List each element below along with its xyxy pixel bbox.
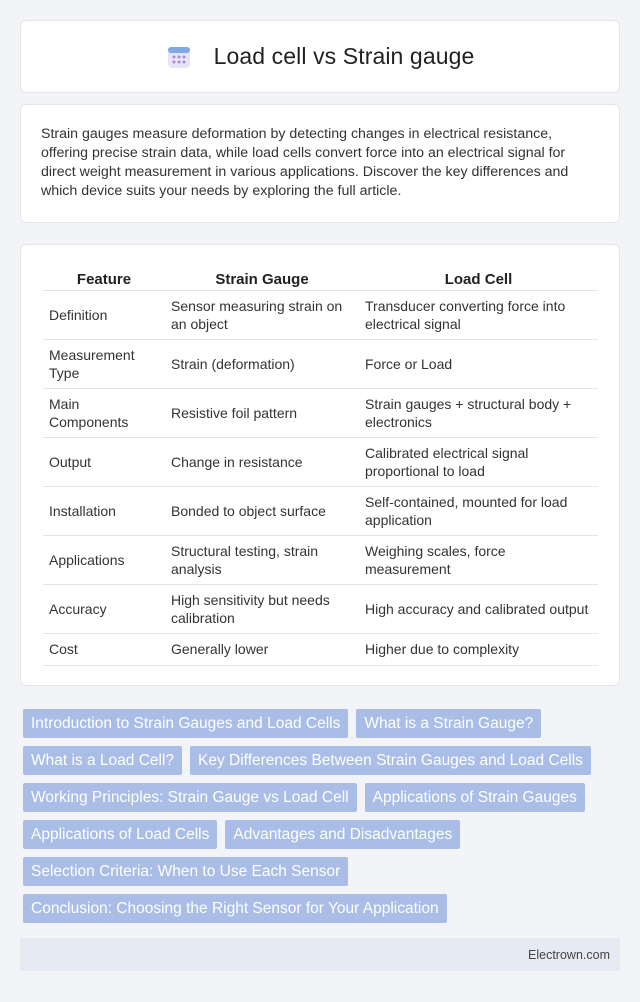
- link-what-is-load-cell[interactable]: What is a Load Cell?: [23, 746, 182, 775]
- table-cell: Generally lower: [165, 633, 359, 665]
- link-row: [23, 857, 620, 886]
- link-row: [23, 746, 620, 775]
- link-what-is-strain-gauge[interactable]: What is a Strain Gauge?: [356, 709, 541, 738]
- table-cell: Calibrated electrical signal proportional to load: [359, 437, 598, 486]
- footer-site-name: Electrown.com: [528, 947, 610, 962]
- table-cell: Sensor measuring strain on an object: [165, 290, 359, 339]
- table-row: [43, 633, 598, 665]
- table-cell: Higher due to complexity: [359, 633, 598, 665]
- table-cell: Applications: [43, 535, 165, 584]
- table-cell: Measurement Type: [43, 339, 165, 388]
- link-conclusion[interactable]: Conclusion: Choosing the Right Sensor for Your Application: [23, 894, 447, 923]
- link-introduction[interactable]: Introduction to Strain Gauges and Load Cells: [23, 709, 348, 738]
- table-cell: Cost: [43, 633, 165, 665]
- intro-card: [20, 104, 620, 223]
- footer: [20, 938, 620, 971]
- table-cell: Change in resistance: [165, 437, 359, 486]
- table-cell: High accuracy and calibrated output: [359, 584, 598, 633]
- title-card: [20, 20, 620, 93]
- intro-text: Strain gauges measure deformation by detecting changes in electrical resistance, offering precise strain data, while load cells convert force into an electrical signal for direct weight measurement in various applications. Discover the key differences and which device suits your needs by exploring the full article.: [41, 126, 569, 199]
- table-row: [43, 535, 598, 584]
- link-advantages-disadvantages[interactable]: Advantages and Disadvantages: [225, 820, 460, 849]
- link-selection-criteria[interactable]: Selection Criteria: When to Use Each Sensor: [23, 857, 348, 886]
- table-header-strain-gauge: Strain Gauge: [165, 265, 359, 290]
- table-row: [43, 290, 598, 339]
- table-row: [43, 339, 598, 388]
- table-header-row: [43, 265, 598, 290]
- table-row: [43, 486, 598, 535]
- table-cell: Force or Load: [359, 339, 598, 388]
- link-row: [23, 894, 620, 923]
- table-cell: Weighing scales, force measurement: [359, 535, 598, 584]
- table-cell: Resistive foil pattern: [165, 388, 359, 437]
- link-key-differences[interactable]: Key Differences Between Strain Gauges and Load Cells: [190, 746, 591, 775]
- table-row: [43, 388, 598, 437]
- calendar-grid-icon: [166, 44, 192, 70]
- table-cell: Definition: [43, 290, 165, 339]
- table-cell: Output: [43, 437, 165, 486]
- table-row: [43, 584, 598, 633]
- related-links: [23, 709, 620, 931]
- link-applications-strain-gauges[interactable]: Applications of Strain Gauges: [365, 783, 585, 812]
- comparison-table: [43, 265, 598, 666]
- table-cell: Self-contained, mounted for load application: [359, 486, 598, 535]
- table-cell: Installation: [43, 486, 165, 535]
- page-title: Load cell vs Strain gauge: [213, 43, 475, 69]
- table-header-load-cell: Load Cell: [359, 265, 598, 290]
- table-cell: Strain gauges + structural body + electronics: [359, 388, 598, 437]
- link-working-principles[interactable]: Working Principles: Strain Gauge vs Load Cell: [23, 783, 357, 812]
- link-row: [23, 783, 620, 812]
- table-header-feature: Feature: [43, 265, 165, 290]
- table-cell: Bonded to object surface: [165, 486, 359, 535]
- table-row: [43, 437, 598, 486]
- link-applications-load-cells[interactable]: Applications of Load Cells: [23, 820, 217, 849]
- table-cell: Strain (deformation): [165, 339, 359, 388]
- table-cell: Structural testing, strain analysis: [165, 535, 359, 584]
- link-row: [23, 709, 620, 738]
- table-cell: Main Components: [43, 388, 165, 437]
- comparison-table-card: [20, 244, 620, 686]
- link-row: [23, 820, 620, 849]
- table-cell: High sensitivity but needs calibration: [165, 584, 359, 633]
- table-cell: Transducer converting force into electrical signal: [359, 290, 598, 339]
- table-cell: Accuracy: [43, 584, 165, 633]
